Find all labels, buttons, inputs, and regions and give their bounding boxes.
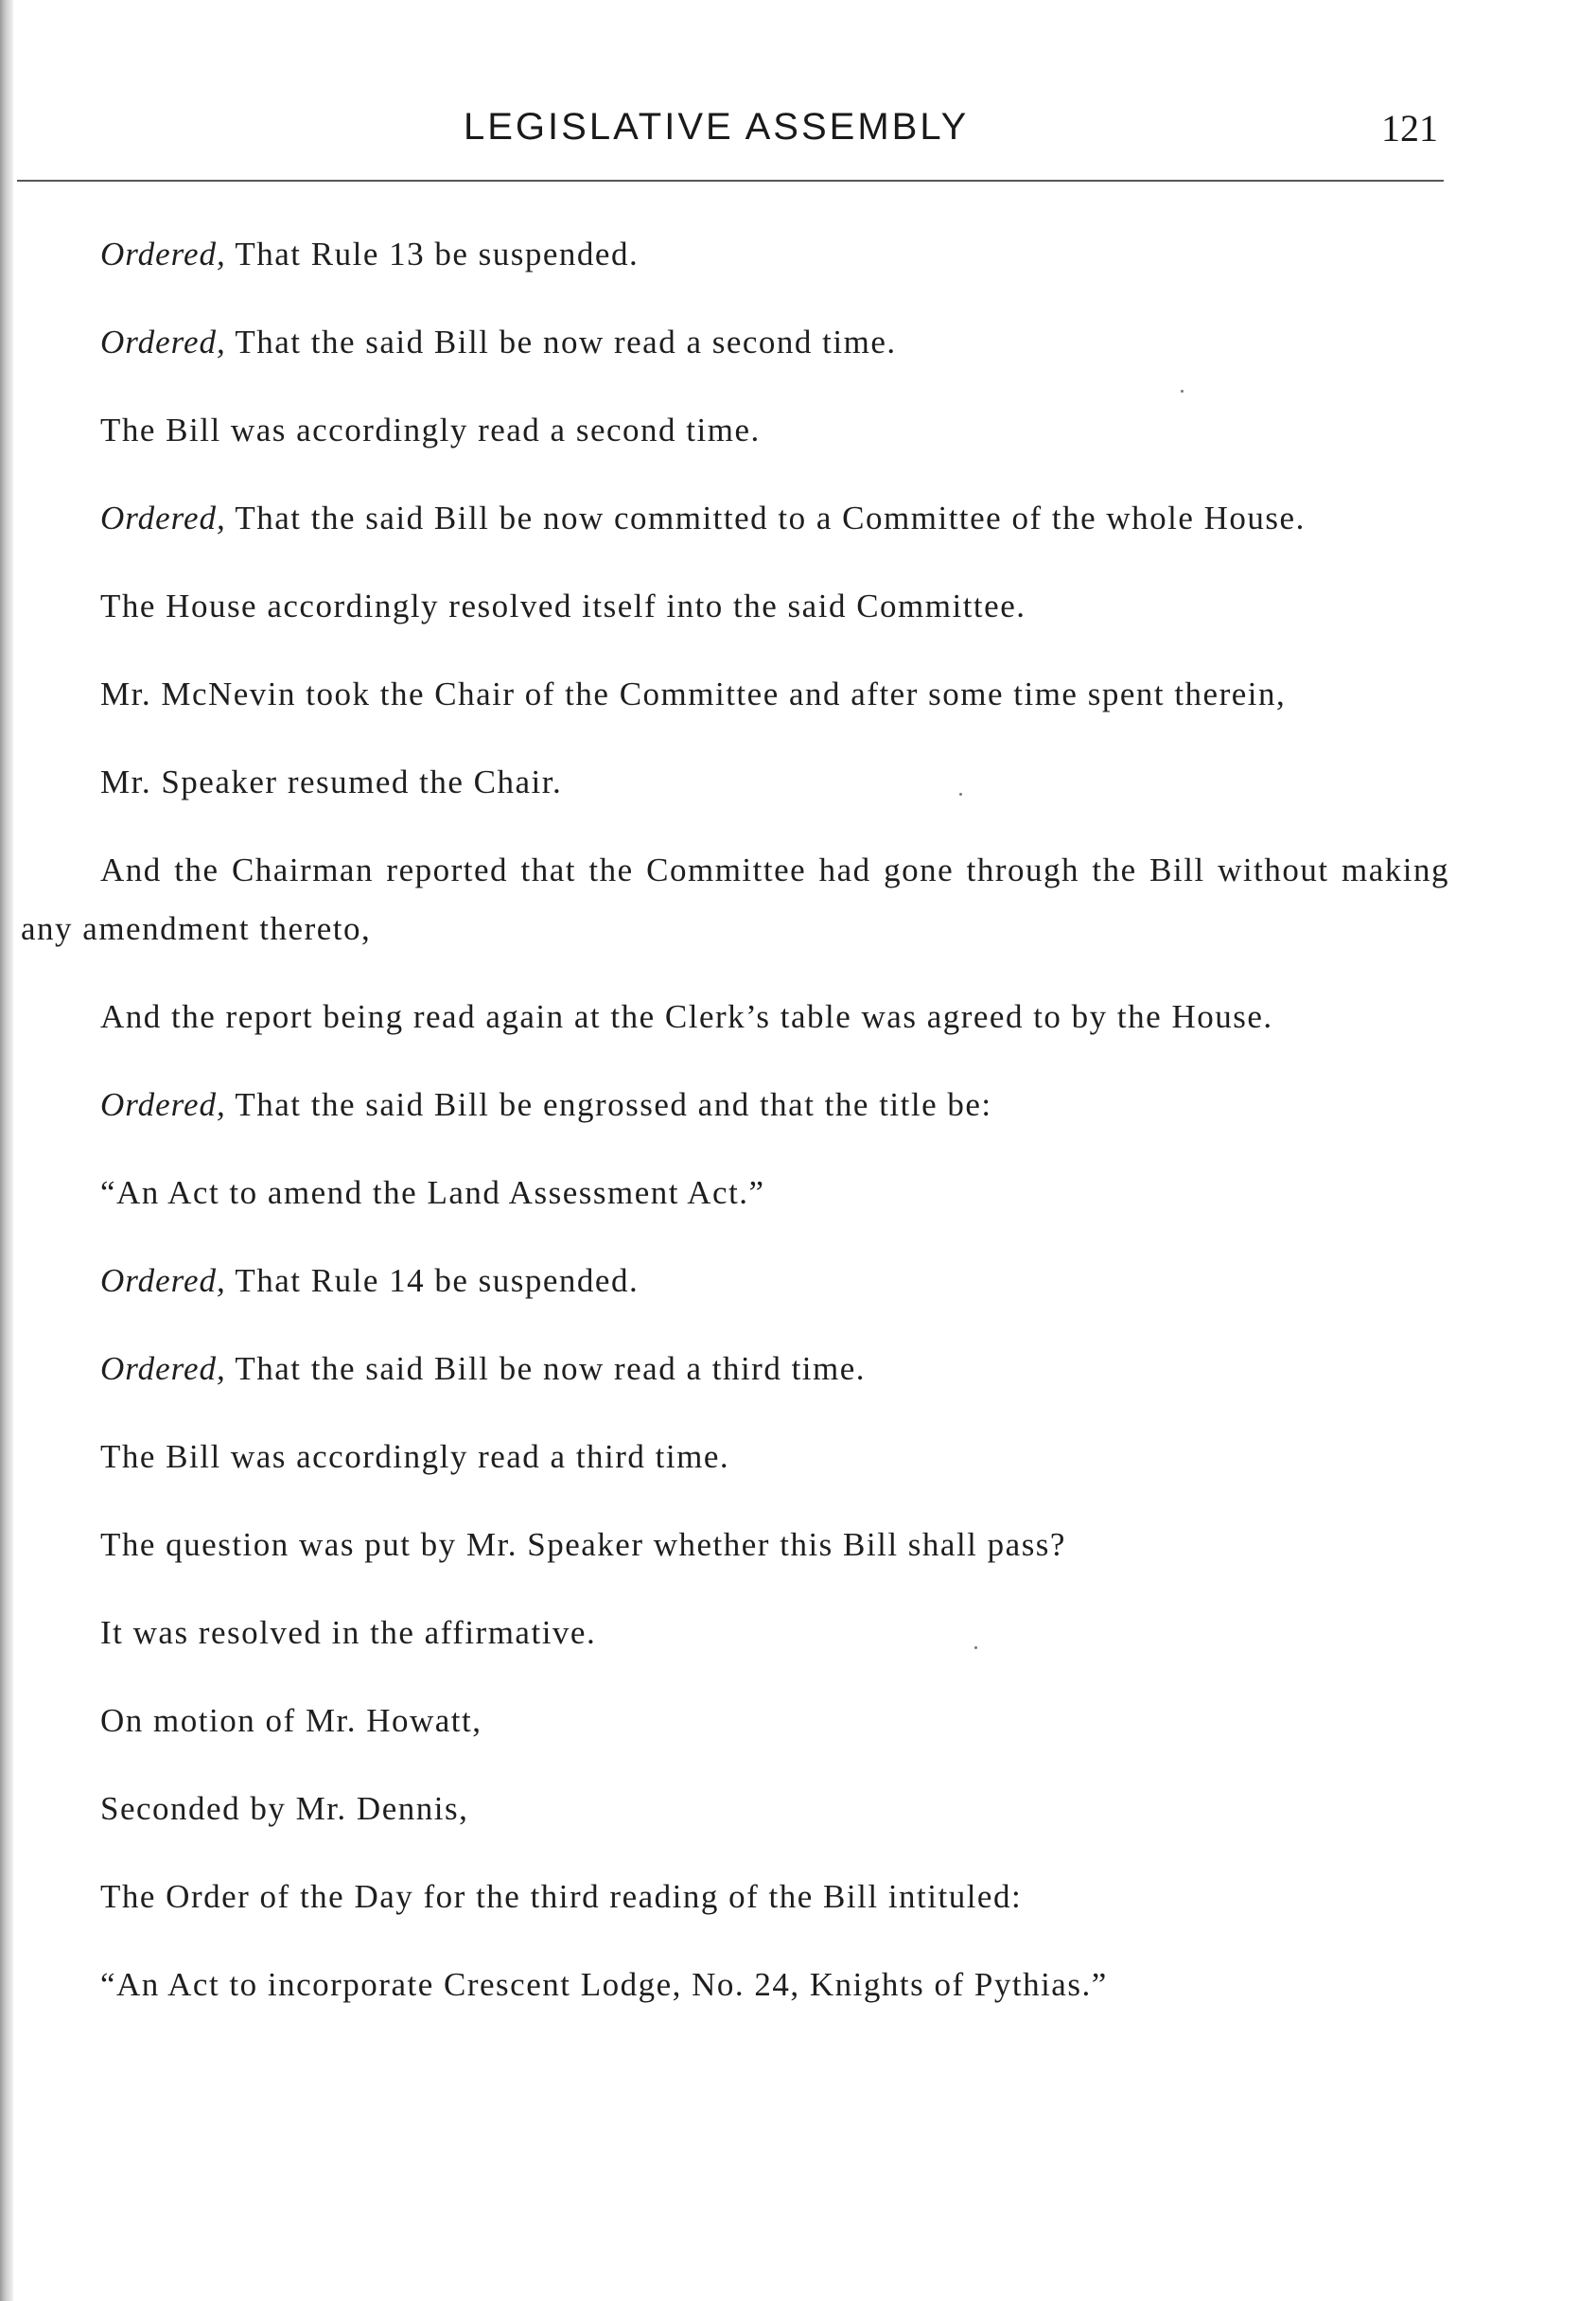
paragraph-rule-13 [21,225,1449,284]
paragraph-committal [21,489,1449,548]
running-header [0,106,1596,163]
paragraph-second-reading [21,401,1449,460]
paragraph-text: Seconded by Mr. Dennis, [100,1790,469,1827]
paragraph-text: That the said Bill be engrossed and that the title be: [225,1086,992,1123]
paragraph-text: And the Chairman reported that the Committee had gone through the Bill without making any amendment thereto, [21,852,1449,947]
paragraph-lodge-bill-title [21,1956,1449,2014]
ordered-lead: Ordered, [100,500,226,536]
ordered-lead: Ordered, [100,1262,226,1299]
page-number: 121 [1381,107,1438,149]
paragraph-text: That the said Bill be now read a second time. [225,324,897,360]
journal-body [21,225,1449,2044]
paragraph-text: The question was put by Mr. Speaker whether this Bill shall pass? [100,1526,1066,1563]
paragraph-text: “An Act to incorporate Crescent Lodge, No. 24, Knights of Pythias.” [100,1966,1108,2003]
paragraph-committee-resolved [21,577,1449,636]
paragraph-text: That Rule 14 be suspended. [225,1262,640,1299]
ordered-lead: Ordered, [100,324,226,360]
paragraph-rule-14 [21,1252,1449,1310]
paragraph-seconded-by [21,1780,1449,1838]
print-speck [1181,390,1184,393]
print-speck [959,793,962,796]
paragraph-engrossed [21,1076,1449,1134]
paragraph-third-reading-order [21,1340,1449,1398]
ordered-lead: Ordered, [100,1086,226,1123]
paragraph-text: The Bill was accordingly read a third time. [100,1438,730,1475]
paragraph-text: That Rule 13 be suspended. [225,236,640,272]
ordered-lead: Ordered, [100,236,226,272]
paragraph-text: The Bill was accordingly read a second time. [100,412,761,448]
paragraph-text: Mr. Speaker resumed the Chair. [100,764,563,800]
ordered-lead: Ordered, [100,1350,226,1387]
paragraph-text: It was resolved in the affirmative. [100,1614,597,1651]
running-title: LEGISLATIVE ASSEMBLY [464,106,970,148]
paragraph-chairman-report [21,841,1449,958]
paragraph-order-of-day [21,1868,1449,1926]
paragraph-motion-by [21,1692,1449,1750]
paragraph-bill-title [21,1164,1449,1222]
paragraph-text: That the said Bill be now read a third time. [225,1350,867,1387]
paragraph-second-reading-order [21,313,1449,372]
header-rule [17,180,1444,182]
paragraph-text: And the report being read again at the Clerk’s table was agreed to by the House. [100,998,1273,1035]
paragraph-text: The House accordingly resolved itself into the said Committee. [100,588,1026,624]
print-speck [974,1646,977,1649]
paragraph-text: Mr. McNevin took the Chair of the Committee and after some time spent therein, [100,676,1287,712]
paragraph-text: That the said Bill be now committed to a Committee of the whole House. [225,500,1306,536]
paragraph-report-agreed [21,988,1449,1046]
paragraph-text: “An Act to amend the Land Assessment Act.” [100,1174,765,1211]
paragraph-third-reading [21,1428,1449,1486]
page-binding-shadow [0,0,13,2301]
paragraph-text: On motion of Mr. Howatt, [100,1702,482,1739]
paragraph-question-put [21,1516,1449,1574]
paragraph-speaker-resumed [21,753,1449,812]
paragraph-text: The Order of the Day for the third reading of the Bill intituled: [100,1878,1023,1915]
paragraph-chair-taken [21,665,1449,724]
paragraph-affirmative [21,1604,1449,1662]
